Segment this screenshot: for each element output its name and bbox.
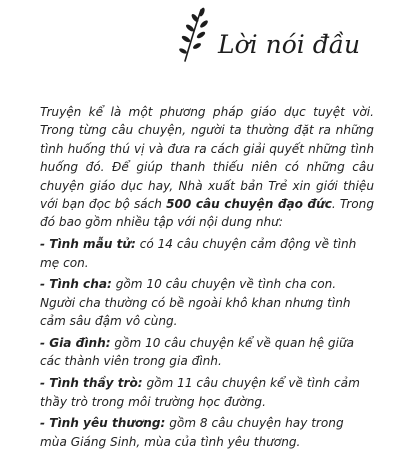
list-item-label: - Gia đình: xyxy=(40,336,111,351)
list-item-text: gồm 11 câu chuyện kể về tình cảm thầy trò trong môi trường học đường. xyxy=(40,376,360,409)
list-item-tinh-thay-tro xyxy=(40,374,374,411)
list-item-text: gồm 10 câu chuyện về tình cha con. Người cha thường có bề ngoài khô khan nhưng tình cảm sâu đậm vô cùng. xyxy=(40,277,351,329)
page-title: Lời nói đầu xyxy=(218,30,361,59)
list-item-tinh-mau-tu xyxy=(40,235,374,272)
intro-text-start: Truyện kể là một phương pháp giáo dục tuyệt vời. Trong từng câu chuyện, người ta thường đặt ra những tình huống thú vị và đưa ra cách giải quyết những tình huống đó. Để giúp thanh thiếu niên có những câu chuyện giáo dục hay, Nhà xuất bản Trẻ xin giới thiệu với bạn đọc bộ sách xyxy=(40,105,374,212)
series-title: 500 câu chuyện đạo đức xyxy=(166,197,332,212)
list-item-text: gồm 10 câu chuyện kể về quan hệ giữa các thành viên trong gia đình. xyxy=(40,336,355,369)
list-item-tinh-yeu-thuong xyxy=(40,414,374,451)
leaf-sprig-icon xyxy=(176,8,216,62)
intro-text-end: . Trong đó bao gồm nhiều tập với nội dung như: xyxy=(40,197,374,230)
list-item-text: có 14 câu chuyện cảm động về tình mẹ con. xyxy=(40,237,357,270)
list-item-text: gồm 8 câu chuyện hay trong mùa Giáng Sinh, mùa của tình yêu thương. xyxy=(40,416,344,449)
list-item-label: - Tình cha: xyxy=(40,277,112,292)
list-item-label: - Tình thầy trò: xyxy=(40,376,143,391)
list-item-gia-dinh xyxy=(40,334,374,371)
intro-paragraph xyxy=(40,103,374,232)
page-body xyxy=(40,103,374,451)
list-item-label: - Tình yêu thương: xyxy=(40,416,166,431)
list-item-tinh-cha xyxy=(40,275,374,330)
page-header xyxy=(176,8,366,64)
list-item-label: - Tình mẫu tử: xyxy=(40,237,136,252)
